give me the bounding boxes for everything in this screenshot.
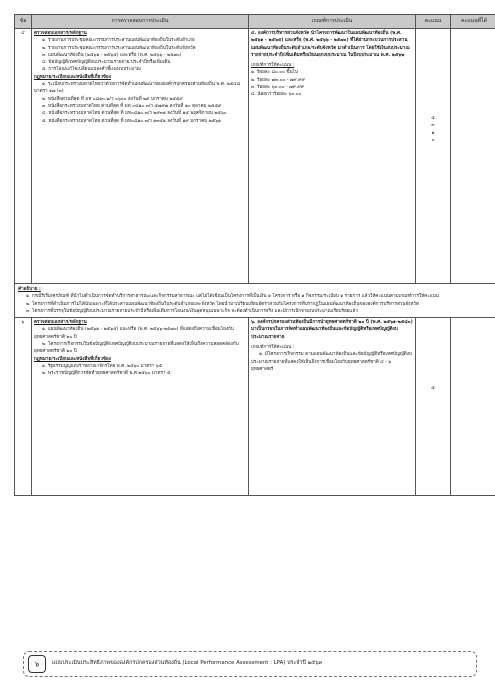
header-criteria: เกณฑ์การประเมิน [249, 15, 416, 29]
score-value: ๓ [431, 123, 435, 129]
scoring-title: เกณฑ์การให้คะแนน : [251, 345, 295, 351]
list-item: ๕. การโอน/แก้ไขเปลี่ยนแปลงคำชี้แจงงบประมาณ [42, 67, 141, 73]
list-item: ตรวจสอบเอกสาร/หลักฐาน [34, 31, 87, 36]
score-obtained-cell [451, 318, 495, 496]
list-item: ๑. มีโครงการ/กิจกรรม ตามแผนพัฒนาท้องถิ่นและข้อบัญญัติหรือเทศบัญญัติงบประมาณรายจ่ายที่แสดงให้เห็นถึงการเชื่อมโยงกับยุทธศาสตร์ชาติ ๔ - ๖ ยุทธศาสตร์ [251, 352, 412, 372]
list-item: ๒. โครงการที่ดำเนินการไม่ได้นับเฉพาะที่ได้ประสานแผนพัฒนาท้องถิ่นในระดับอำเภอและจังหวัด โดยนำมาเปรียบเทียบอัตราส่วนกับโครงการที่ปรากฏในแผนพัฒนาท้องถิ่นขององค์การบริหารส่วนจังหวัด [26, 301, 419, 307]
list-item: ๔. หนังสือกระทรวงมหาดไทย ด่วนที่สุด ที่ มท๐๘๑๐.๓/ว ๒๙๓๑ ลงวันที่ ๑๕ พฤศจิกายน ๒๕๖๐ [42, 111, 227, 117]
assessment-table [14, 14, 495, 496]
list-item: ๓. หนังสือกระทรวงมหาดไทย ด่วนที่สุด ที่ มท ๐๘๑๐.๓/ว ๕๗๙๗ ลงวันที่ ๑๐ ตุลาคม ๒๕๕๙ [42, 103, 222, 109]
list-item: ๒. โครงการ/กิจกรรมในข้อบัญญัติ/เทศบัญญัติงบประมาณรายจ่ายที่แสดงให้เห็นถึงความสอดคล้องกับยุทธศาสตร์ชาติ ๒๐ ปี [34, 342, 239, 355]
list-item: ๔. ข้อบัญญัติ/เทศบัญญัติงบประมาณรายจ่าย ประจำปีหรือเพิ่มเติม [42, 60, 171, 66]
header-no: ข้อ [15, 15, 32, 29]
table-row [15, 29, 495, 284]
item-number: ๖ [15, 318, 32, 496]
spacer [418, 319, 448, 385]
criteria-text: ๔. องค์การบริหารส่วนจังหวัด นำโครงการพัฒนาในแผนพัฒนาท้องถิ่น (พ.ศ. ๒๕๖๑ - ๒๕๖๕) และหรือ (พ.ศ. ๒๕๖๖ - ๒๕๗๐) ที่ได้ผ่านกระบวนการประสานแผนพัฒนาท้องถิ่นระดับอำเภอ/ระดับจังหวัด มาดำเนินการ โดยใช้เงินงบประมาณรายจ่ายประจำปี/เพิ่มเติมหรือเงินนอกงบประมาณ ในปีงบประมาณ พ.ศ. ๒๕๖๒ [251, 31, 410, 58]
list-item: ๑. รัฐธรรมนูญแห่งราชอาณาจักรไทย พ.ศ. ๒๕๖๐ มาตรา ๖๕ [42, 363, 163, 369]
list-item: ๓. แผนพัฒนาท้องถิ่น (๒๕๖๑ - ๒๕๖๕) และหรือ (พ.ศ. ๒๕๖๖ - ๒๕๗๐) [42, 52, 182, 58]
list-item: ๓. โครงการที่บรรจุในข้อบัญญัติงบประมาณรายจ่ายประจำปีหรือเพิ่มเติมการโอนงบ/เงินอุดหนุนเฉพาะกิจ จะต้องดำเนินการจริง และมีการเบิกจ่ายงบประมาณเรียบร้อยแล้ว [26, 308, 358, 314]
score-value: ๕ [431, 116, 435, 121]
criteria-text: ๖. องค์กรปกครองส่วนท้องถิ่นมีการนำยุทธศาสตร์ชาติ ๒๐ ปี (พ.ศ. ๒๕๖๑-๒๕๘๐) มาเป็นกรอบในการจัดทำแผนพัฒนาท้องถิ่นและข้อบัญญัติหรือเทศบัญญัติงบประมาณรายจ่าย [251, 320, 413, 340]
explanation-title: คำอธิบาย : [18, 287, 41, 292]
page-footer [23, 651, 477, 677]
list-item: ๑. แผนพัฒนาท้องถิ่น (๒๕๖๑ - ๒๕๖๕) และหรือ (พ.ศ. ๒๕๖๖-๒๕๗๐) ที่แสดงถึงความเชื่อมโยงกับยุทธศาสตร์ชาติ ๒๐ ปี [34, 327, 234, 340]
item-number: ๔ [15, 29, 32, 284]
list-item: ๑. รายงานการประชุมคณะกรรมการประสานแผนพัฒนาท้องถิ่นในระดับอำเภอ [42, 38, 195, 44]
table-row [15, 318, 495, 496]
list-item: ๓. ร้อยละ ๖๐.๐๐ - ๗๙.๙๙ [251, 85, 305, 91]
list-item: กฎหมาย/ระเบียบและหนังสือที่เกี่ยวข้อง [34, 356, 111, 362]
header-score-obtained: คะแนนที่ได้ [451, 15, 495, 29]
list-item: ๒. ร้อยละ ๗๓.๐๐ - ๗๙.๙๙ [251, 77, 305, 83]
criteria-cell [249, 318, 416, 496]
list-item: ๒. หนังสือด่วนที่สุด ที่ มท ๐๘๑๐.๒/ว ๐๖๐๐ ลงวันที่ ๒๙ มกราคม ๒๕๕๙ [42, 96, 183, 102]
list-item: ๒. รายงานการประชุมคณะกรรมการประสานแผนพัฒนาท้องถิ่นในระดับจังหวัด [42, 45, 196, 51]
spacer [418, 30, 448, 115]
score-cell [416, 29, 451, 284]
process-cell [32, 318, 249, 496]
score-cell [416, 318, 451, 496]
header-score: คะแนน [416, 15, 451, 29]
explanation-row [15, 284, 495, 318]
list-item: ๑. ระเบียบกระทรวงมหาดไทยว่าด้วยการจัดทำแผนพัฒนาขององค์กรปกครองส่วนท้องถิ่น พ.ศ. ๒๕๔๘ มาตรา ๑๗ (๓) [34, 82, 241, 95]
criteria-cell [249, 29, 416, 284]
score-value: ๕ [431, 386, 435, 392]
list-item: ๑. กรณีริเริ่ม/คุรภัณฑ์ ที่นำไปดำเนินการจัดทำบริการสาธารณะและกิจกรรมสาธารณะ แต่ไม่ได้เขียนเป็นโครงการที่เป็นเงิน ๑ โครงการ หรือ ๑ กิจกรรม/ระเบียบ ๑ รายการ แล้วให้คะแนนตามเกณฑ์การให้คะแนน [26, 294, 439, 300]
list-item: ๔. น้อยกว่าร้อยละ ๖๐.๐๐ [251, 92, 302, 98]
table-header-row [15, 15, 495, 29]
assessment-page [14, 14, 488, 496]
process-cell [32, 29, 249, 284]
score-obtained-cell [451, 29, 495, 284]
list-item: ๑. ร้อยละ ๘๐.๐๐ ขึ้นไป [251, 70, 298, 76]
score-value: ๐ [431, 137, 435, 143]
footer-title: แบบประเมินประสิทธิภาพขององค์กรปกครองส่วนท้องถิ่น (Local Performance Assessment : LPA) ประจำปี ๒๕๖๓ [52, 660, 323, 666]
explanation-cell [15, 284, 495, 318]
list-item: ๒. พระราชบัญญัติการจัดทำยุทธศาสตร์ชาติ พ.ศ.๒๕๖๐ มาตรา ๕ [42, 371, 171, 377]
scoring-title: เกณฑ์การให้คะแนน : [251, 63, 295, 69]
list-item: ๕. หนังสือกระทรวงมหาดไทย ด่วนที่สุด ที่ มท๐๘๑๐.๓/ว ๑๓๕๑ ลงวันที่ ๑๙ มกราคม ๒๕๖๑ [42, 118, 221, 124]
list-item: กฎหมาย/ระเบียบและหนังสือที่เกี่ยวข้อง [34, 74, 111, 80]
header-process: การตรวจสอบการประเมิน [32, 15, 249, 29]
page-number-badge: ๖ [28, 655, 46, 673]
score-value: ๑ [431, 130, 435, 136]
list-item: ตรวจสอบเอกสาร/หลักฐาน [34, 320, 87, 326]
